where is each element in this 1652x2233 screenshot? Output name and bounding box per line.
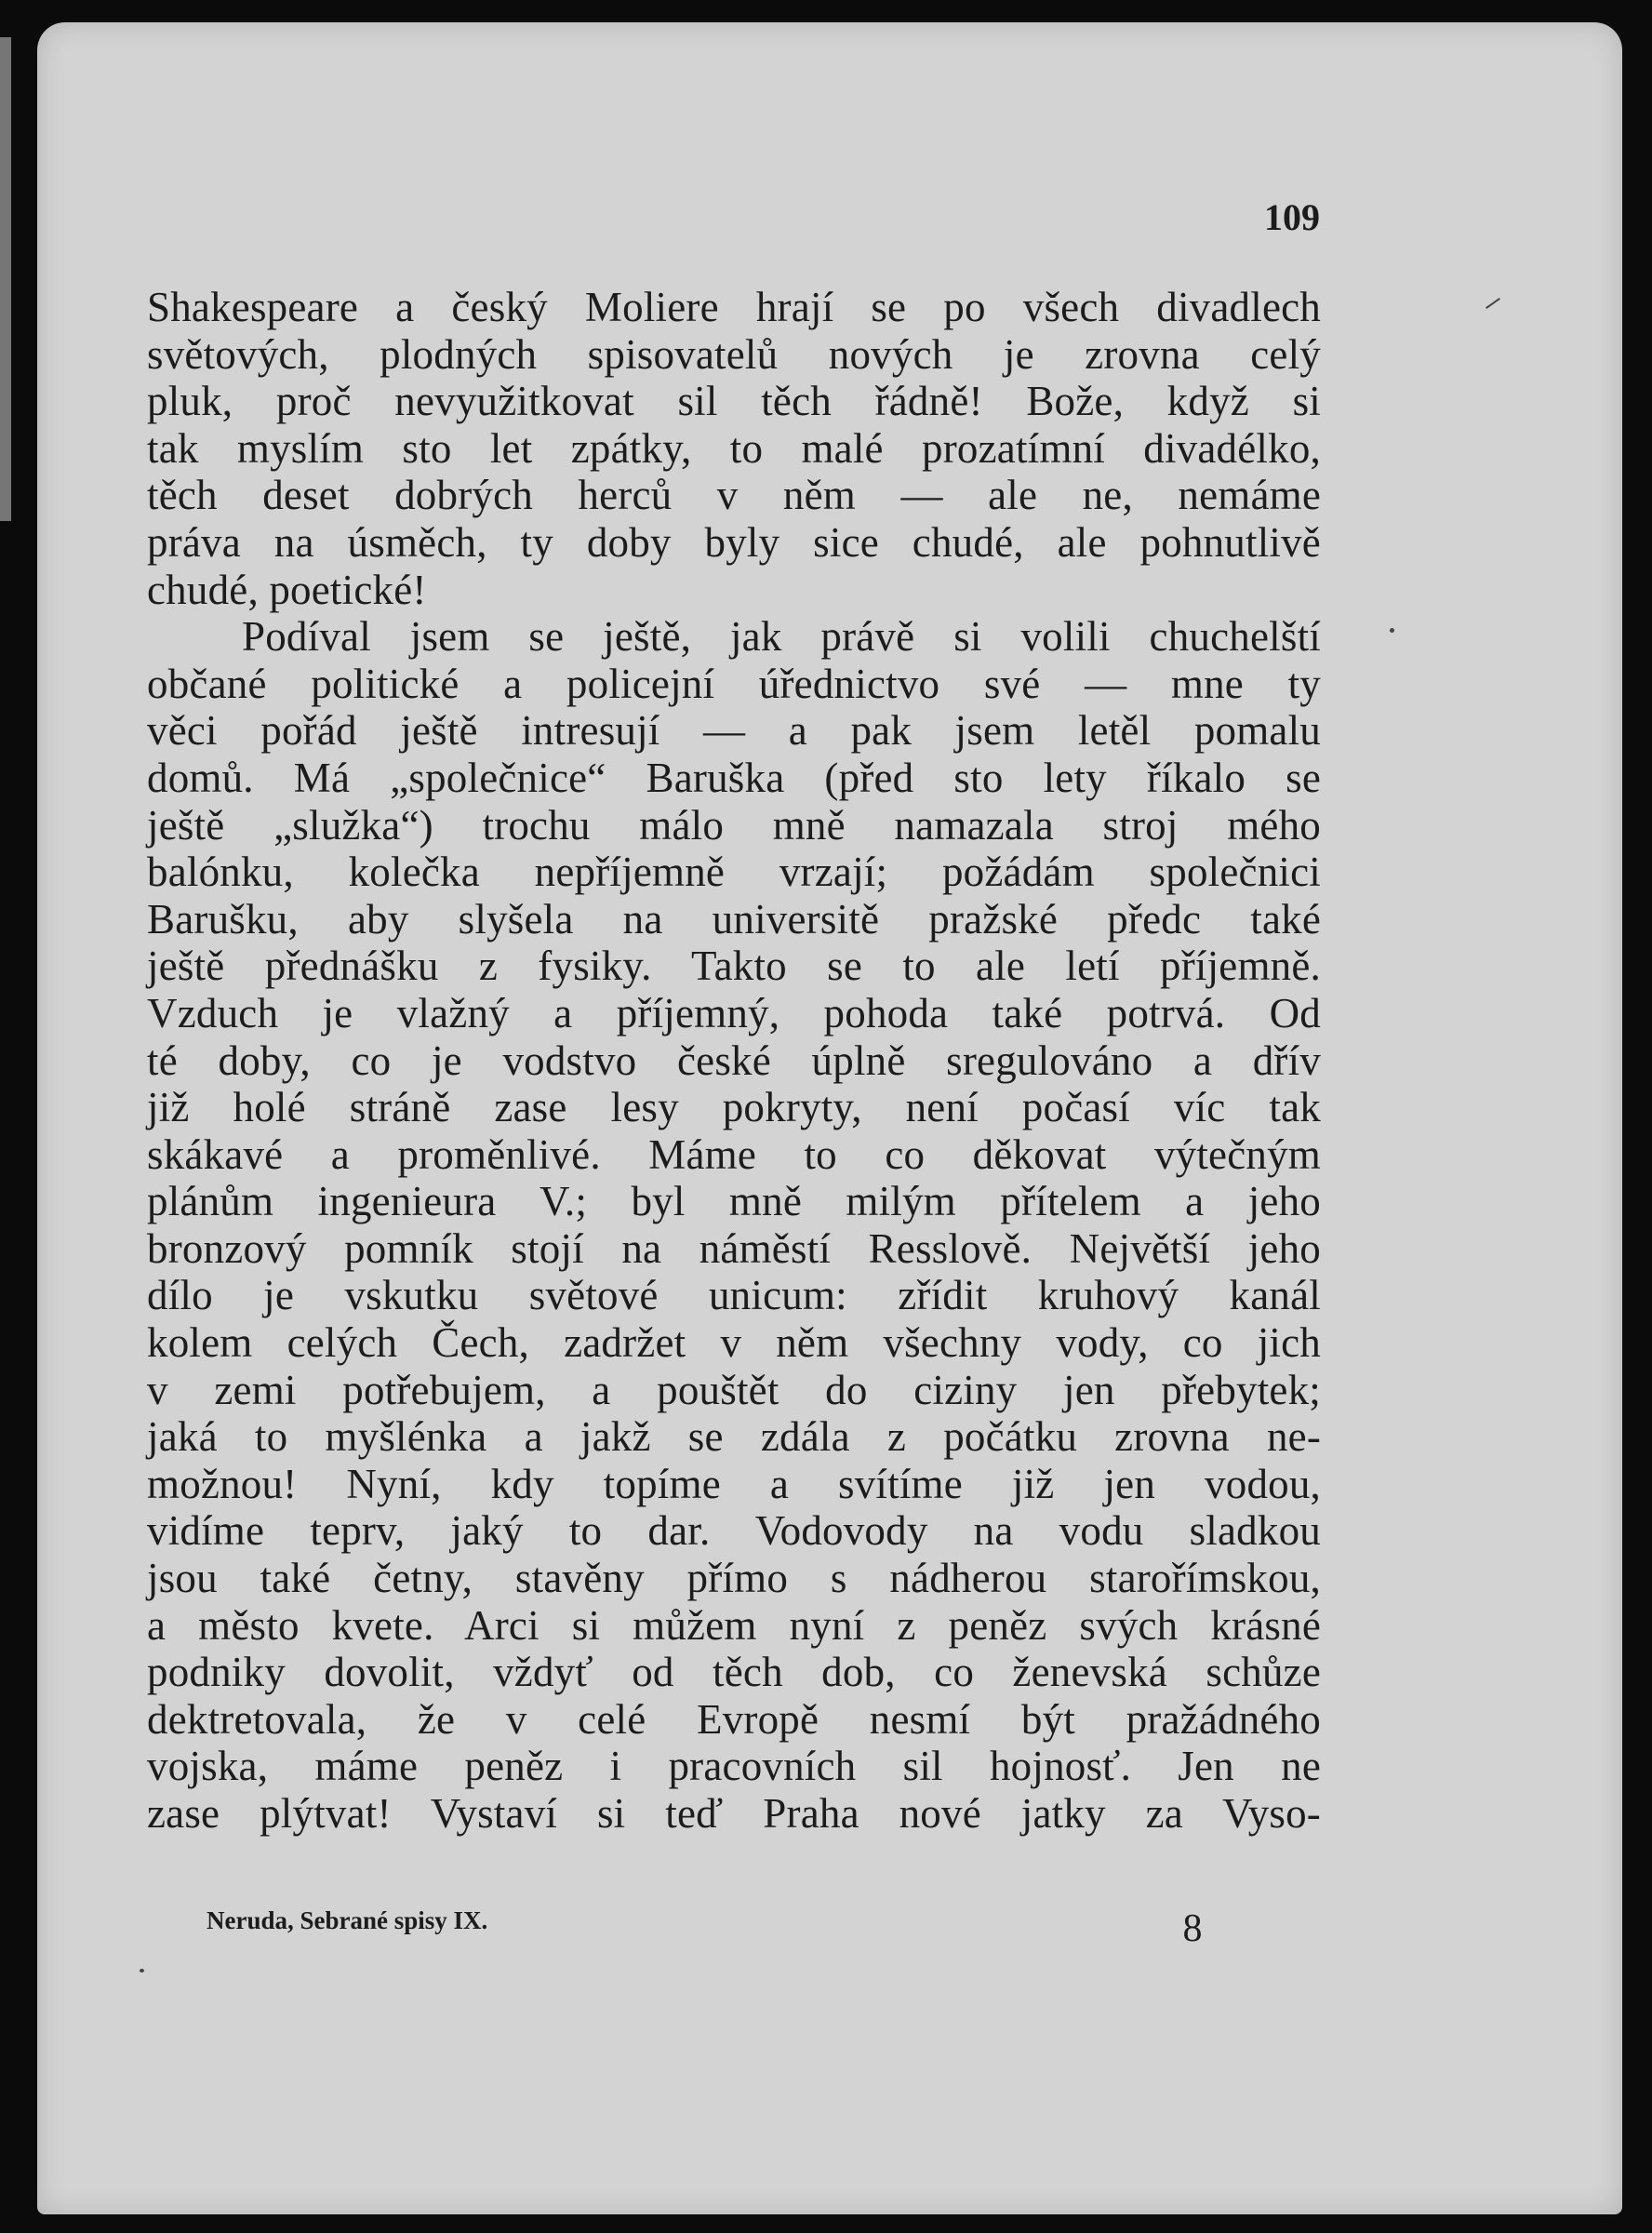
text-line: zase plýtvat! Vystaví si teď Praha nové jatky za Vyso- [147, 1790, 1321, 1837]
text-line: tak myslím sto let zpátky, to malé prozatímní divadélko, [147, 424, 1321, 472]
text-line: v zemi potřebujem, a pouštět do ciziny jen přebytek; [147, 1366, 1321, 1413]
text-line: skákavé a proměnlivé. Máme to co děkovat výtečným [147, 1130, 1321, 1178]
text-line: té doby, co je vodstvo české úplně sregulováno a dřív [147, 1036, 1321, 1084]
text-line: světových, plodných spisovatelů nových je zrovna celý [147, 330, 1321, 378]
text-line: a město kvete. Arci si můžem nyní z peněz svých krásné [147, 1601, 1321, 1649]
text-line: Shakespeare a český Moliere hrají se po všech divadlech [147, 284, 1321, 330]
text-line: balónku, kolečka nepříjemně vrzají; požádám společnici [147, 849, 1321, 896]
text-line: občané politické a policejní úřednictvo své — mne ty [147, 660, 1321, 707]
text-line: jaká to myšlénka a jakž se zdála z počátku zrovna ne- [147, 1413, 1321, 1461]
footer-signature-mark: 8 [1182, 1907, 1203, 1950]
text-line: domů. Má „společnice“ Baruška (před sto lety říkalo se [147, 754, 1321, 801]
text-line: věci pořád ještě intresují — a pak jsem letěl pomalu [147, 707, 1321, 755]
adjacent-page-edge [0, 37, 11, 521]
text-line: Vzduch je vlažný a příjemný, pohoda také potrvá. Od [147, 989, 1321, 1036]
text-line: možnou! Nyní, kdy topíme a svítíme již jen vodou, [147, 1460, 1321, 1507]
text-line: dektretovala, že v celé Evropě nesmí být pražádného [147, 1695, 1321, 1743]
text-line: již holé stráně zase lesy pokryty, není počasí víc tak [147, 1084, 1321, 1131]
text-line: podniky dovolit, vždyť od těch dob, co ženevská schůze [147, 1649, 1321, 1696]
speck-mark [1390, 628, 1394, 633]
text-line-indented: Podíval jsem se ještě, jak právě si volili chuchelští [242, 613, 1321, 661]
body-text [147, 284, 1321, 1838]
text-line: chudé, poetické! [147, 566, 427, 613]
text-line: těch deset dobrých herců v něm — ale ne, nemáme [147, 472, 1321, 519]
text-line: pluk, proč nevyužitkovat sil těch řádně! Bože, když si [147, 378, 1321, 425]
text-line: jsou také četny, stavěny přímo s nádherou starořímskou, [147, 1555, 1321, 1602]
text-line: vidíme teprv, jaký to dar. Vodovody na vodu sladkou [147, 1507, 1321, 1555]
text-line: práva na úsměch, ty doby byly sice chudé, ale pohnutlivě [147, 518, 1321, 566]
page-number: 109 [1264, 196, 1320, 238]
text-line: ještě „služka“) trochu málo mně namazala stroj mého [147, 801, 1321, 849]
text-line: vojska, máme peněz i pracovních sil hojnosť. Jen ne [147, 1743, 1321, 1790]
text-line: plánům ingenieura V.; byl mně milým přítelem a jeho [147, 1178, 1321, 1225]
text-line: kolem celých Čech, zadržet v něm všechny vody, co jich [147, 1319, 1321, 1367]
footer-signature: Neruda, Sebrané spisy IX. [206, 1906, 488, 1934]
text-line: dílo je vskutku světové unicum: zřídit kruhový kanál [147, 1272, 1321, 1319]
text-line: bronzový pomník stojí na náměstí Resslově. Největší jeho [147, 1224, 1321, 1272]
speck-mark [140, 1969, 144, 1972]
text-line: ještě přednášku z fysiky. Takto se to ale letí příjemně. [147, 943, 1321, 990]
text-line: Barušku, aby slyšela na universitě pražské předc také [147, 895, 1321, 943]
